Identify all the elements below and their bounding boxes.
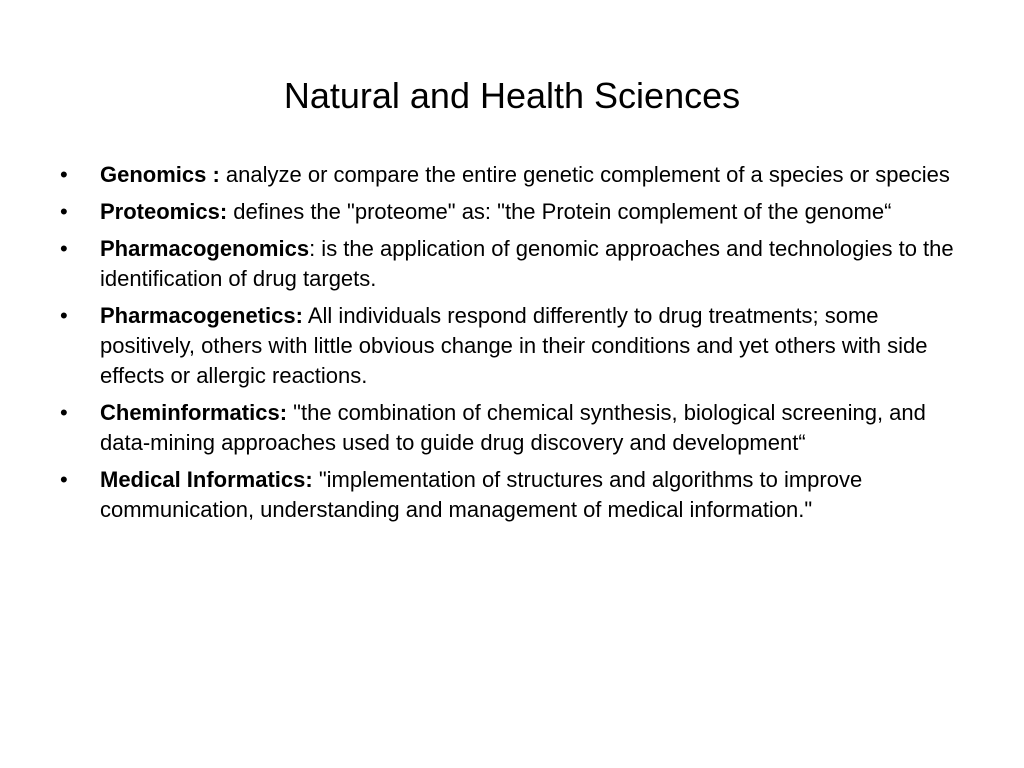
bullet-item-pharmacogenomics: [60, 234, 960, 294]
bullet-term: Cheminformatics:: [100, 400, 288, 425]
bullet-icon: •: [60, 199, 68, 224]
bullet-term: Proteomics:: [100, 199, 228, 224]
bullet-item-medical-informatics: [60, 465, 960, 525]
bullet-text: "implementation of structures and algorithms to improve communication, understanding and management of medical information.": [100, 467, 863, 522]
bullet-item-genomics: [60, 160, 960, 190]
bullet-term: Pharmacogenomics: [100, 236, 310, 261]
bullet-item-cheminformatics: [60, 398, 960, 458]
bullet-text: "the combination of chemical synthesis, biological screening, and data-mining approaches used to guide drug discovery and development“: [100, 400, 926, 455]
bullet-item-pharmacogenetics: [60, 301, 960, 391]
bullet-icon: •: [60, 303, 68, 328]
bullet-icon: •: [60, 467, 68, 492]
bullet-text: : is the application of genomic approaches and technologies to the identification of drug targets.: [100, 236, 954, 291]
bullet-item-proteomics: [60, 197, 960, 227]
bullet-text: analyze or compare the entire genetic complement of a species or species: [219, 162, 950, 187]
bullet-term: Genomics :: [100, 162, 220, 187]
bullet-list: [60, 160, 960, 532]
bullet-icon: •: [60, 400, 68, 425]
bullet-text: defines the "proteome" as: "the Protein complement of the genome“: [227, 199, 892, 224]
bullet-icon: •: [60, 236, 68, 261]
bullet-text: All individuals respond differently to drug treatments; some positively, others with little obvious change in their conditions and yet others with side effects or allergic reactions.: [100, 303, 928, 388]
bullet-term: Medical Informatics:: [100, 467, 313, 492]
bullet-icon: •: [60, 162, 68, 187]
bullet-term: Pharmacogenetics:: [100, 303, 303, 328]
slide-title: Natural and Health Sciences: [283, 75, 741, 116]
